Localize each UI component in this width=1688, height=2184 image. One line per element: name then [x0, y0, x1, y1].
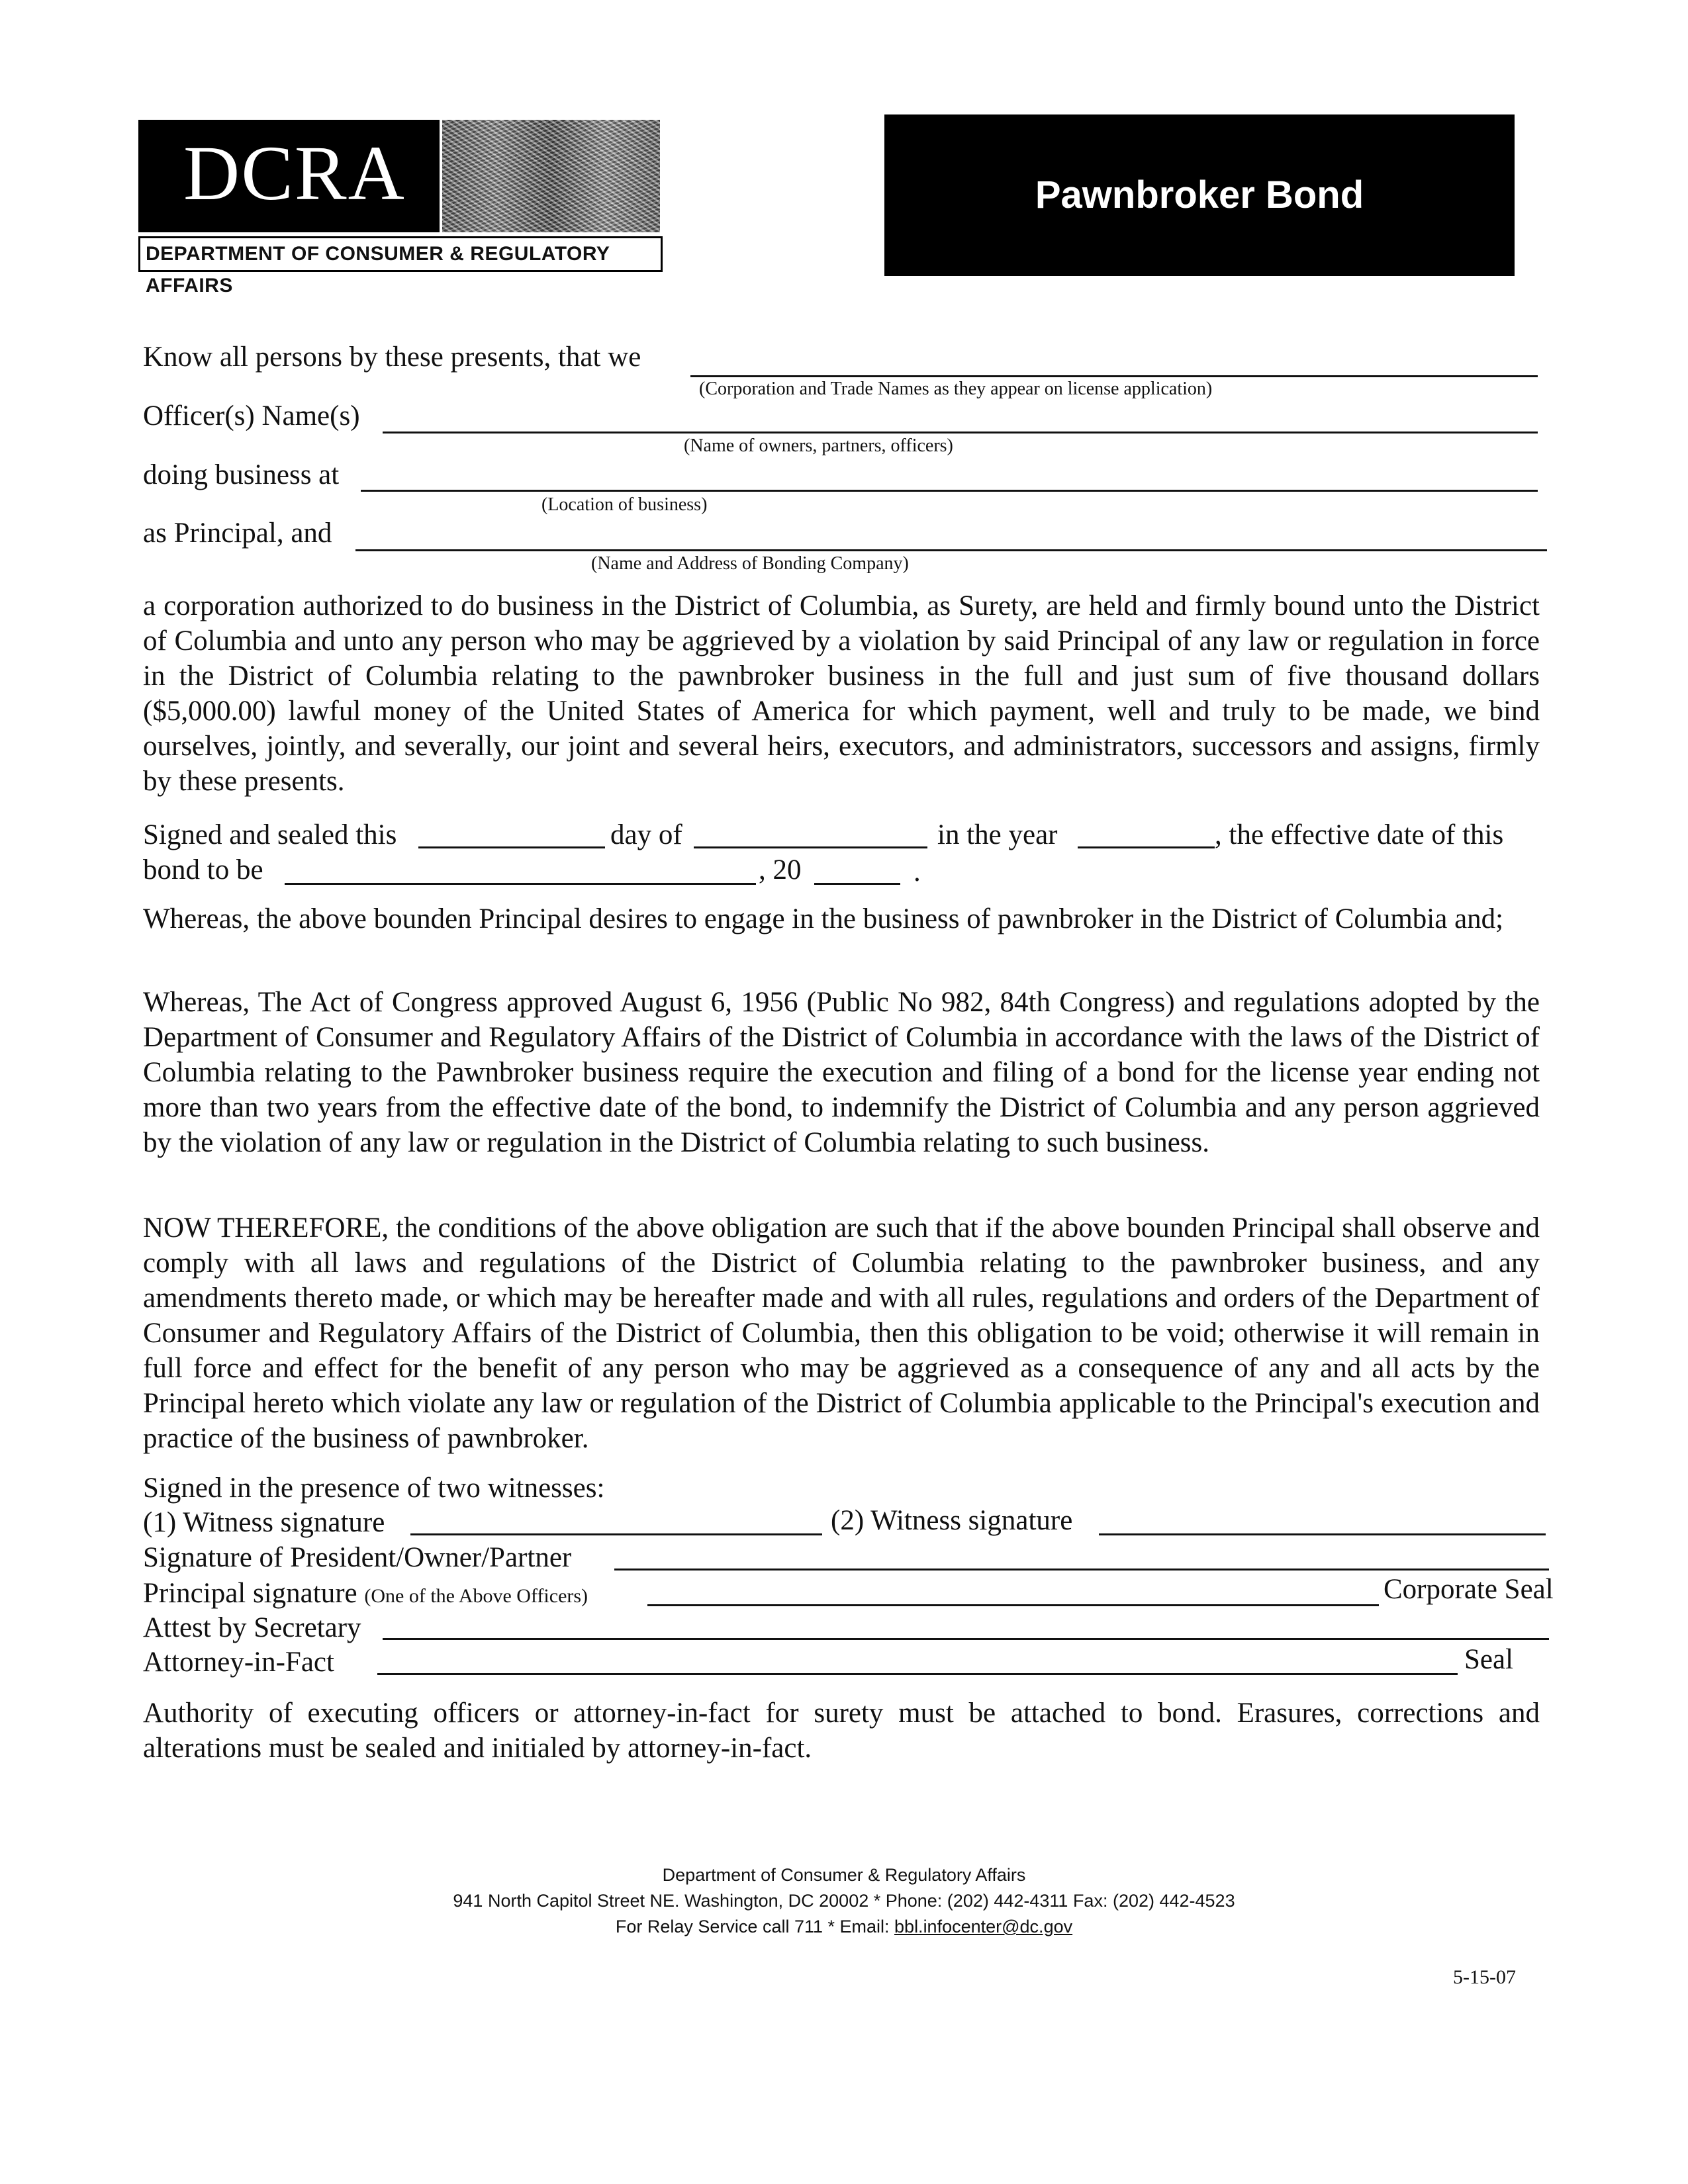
- corporation-name-field[interactable]: [690, 375, 1538, 377]
- attest-secretary-label: Attest by Secretary: [143, 1612, 361, 1643]
- attest-secretary-field[interactable]: [383, 1638, 1549, 1640]
- logo-texture-image: [440, 120, 660, 232]
- officers-label: Officer(s) Name(s): [143, 400, 360, 432]
- footer-email-link[interactable]: bbl.infocenter@dc.gov: [894, 1917, 1073, 1936]
- signed-sealed-label: Signed and sealed this: [143, 819, 397, 850]
- surety-paragraph: a corporation authorized to do business in the District of Columbia, as Surety, are held and firmly bound unto the District of Columbia and unto any person who may be aggrieved by a violation by said Principal of any law or regulation in force in the District of Columbia relating to the pawnbroker business in the full and just sum of five thousand dollars ($5,000.00) lawful money of the United States of America for which payment, well and truly to be made, we bind ourselves, jointly, and severally, our joint and several heirs, executors, and administrators, successors and assigns, firmly by these presents.: [143, 590, 1540, 797]
- corporation-name-caption: (Corporation and Trade Names as they appear on license application): [699, 379, 1213, 399]
- principal-signature-label: [143, 1579, 588, 1608]
- page-title: Pawnbroker Bond: [1035, 173, 1364, 216]
- witness2-label: (2) Witness signature: [831, 1505, 1073, 1536]
- president-signature-label: Signature of President/Owner/Partner: [143, 1542, 572, 1573]
- now-therefore-paragraph: NOW THEREFORE, the conditions of the above obligation are such that if the above bounden Principal shall observe and comply with all laws and regulations of the District of Columbia relating to the pawnbroker business, and any amendments thereto made, or which may be hereafter made and with all rules, regulations and orders of the Department of Consumer and Regulatory Affairs of the District of Columbia, then this obligation to be void; otherwise it will remain in full force and effect for the benefit of any person who may be aggrieved as a consequence of any and all acts by the Principal hereto which violate any law or regulation of the District of Columbia applicable to the Principal's execution and practice of the business of pawnbroker.: [143, 1212, 1540, 1454]
- bonding-company-field[interactable]: [355, 549, 1547, 551]
- know-all-label: Know all persons by these presents, that we: [143, 341, 641, 373]
- bonding-company-caption: (Name and Address of Bonding Company): [591, 553, 909, 574]
- signed-month-field[interactable]: [694, 846, 927, 848]
- officers-name-caption: (Name of owners, partners, officers): [684, 435, 953, 456]
- authority-paragraph: Authority of executing officers or attorney-in-fact for surety must be attached to bond. Erasures, corrections and alterations must be sealed and initialed by attorney-in-fact.: [143, 1698, 1540, 1764]
- footer-address: 941 North Capitol Street NE. Washington, DC 20002 * Phone: (202) 442-4311 Fax: (202) 442-4523: [453, 1891, 1235, 1911]
- corporate-seal-label: Corporate Seal: [1383, 1574, 1554, 1605]
- effective-year-field[interactable]: [814, 883, 900, 885]
- whereas-paragraph-2: Whereas, The Act of Congress approved August 6, 1956 (Public No 982, 84th Congress) and regulations adopted by the Department of Consumer and Regulatory Affairs of the District of Columbia in accordance with the laws of the District of Columbia relating to the Pawnbroker business require the execution and filing of a bond for the license year ending not more than two years from the effective date of the bond, to indemnify the District of Columbia and any person aggrieved by the violation of any law or regulation in the District of Columbia relating to such business.: [143, 987, 1540, 1158]
- witness2-signature-field[interactable]: [1099, 1533, 1546, 1535]
- day-of-label: day of: [610, 819, 682, 850]
- year-prefix-label: , 20: [759, 854, 802, 886]
- effective-date-label: , the effective date of this: [1215, 819, 1504, 850]
- footer-contact: [0, 1862, 1688, 1940]
- footer-department: Department of Consumer & Regulatory Affairs: [662, 1865, 1026, 1885]
- business-location-caption: (Location of business): [541, 494, 708, 515]
- in-the-year-label: in the year: [937, 819, 1058, 850]
- form-version: 5-15-07: [1453, 1966, 1516, 1988]
- president-signature-field[interactable]: [614, 1569, 1549, 1570]
- officers-name-field[interactable]: [383, 432, 1538, 433]
- principal-signature-field[interactable]: [647, 1604, 1379, 1606]
- period-mark: .: [914, 856, 921, 887]
- dcra-logo: [138, 120, 657, 296]
- logo-text: DCRA: [183, 130, 406, 216]
- bond-to-be-label: bond to be: [143, 854, 263, 886]
- witness1-label: (1) Witness signature: [143, 1507, 385, 1538]
- business-location-field[interactable]: [361, 490, 1538, 492]
- logo-dark-panel: [138, 120, 657, 232]
- witnesses-intro: Signed in the presence of two witnesses:: [143, 1473, 605, 1504]
- footer-relay: [0, 1914, 1688, 1940]
- footer-relay-text: For Relay Service call 711 * Email:: [615, 1917, 895, 1936]
- signed-year-field[interactable]: [1078, 846, 1215, 848]
- whereas-paragraph-1: Whereas, the above bounden Principal desires to engage in the business of pawnbroker in the District of Columbia and;: [143, 903, 1504, 934]
- doing-business-label: doing business at: [143, 459, 340, 490]
- title-banner: [884, 114, 1515, 276]
- logo-subtitle: DEPARTMENT OF CONSUMER & REGULATORY AFFAIRS: [138, 236, 663, 272]
- principal-signature-text: Principal signature: [143, 1578, 357, 1609]
- seal-label: Seal: [1464, 1644, 1514, 1675]
- principal-label: as Principal, and: [143, 518, 332, 549]
- principal-signature-note: (One of the Above Officers): [364, 1585, 588, 1607]
- signed-day-field[interactable]: [418, 846, 605, 848]
- witness1-signature-field[interactable]: [410, 1533, 822, 1535]
- attorney-in-fact-field[interactable]: [377, 1673, 1458, 1675]
- effective-date-field[interactable]: [285, 883, 756, 885]
- attorney-in-fact-label: Attorney-in-Fact: [143, 1647, 334, 1678]
